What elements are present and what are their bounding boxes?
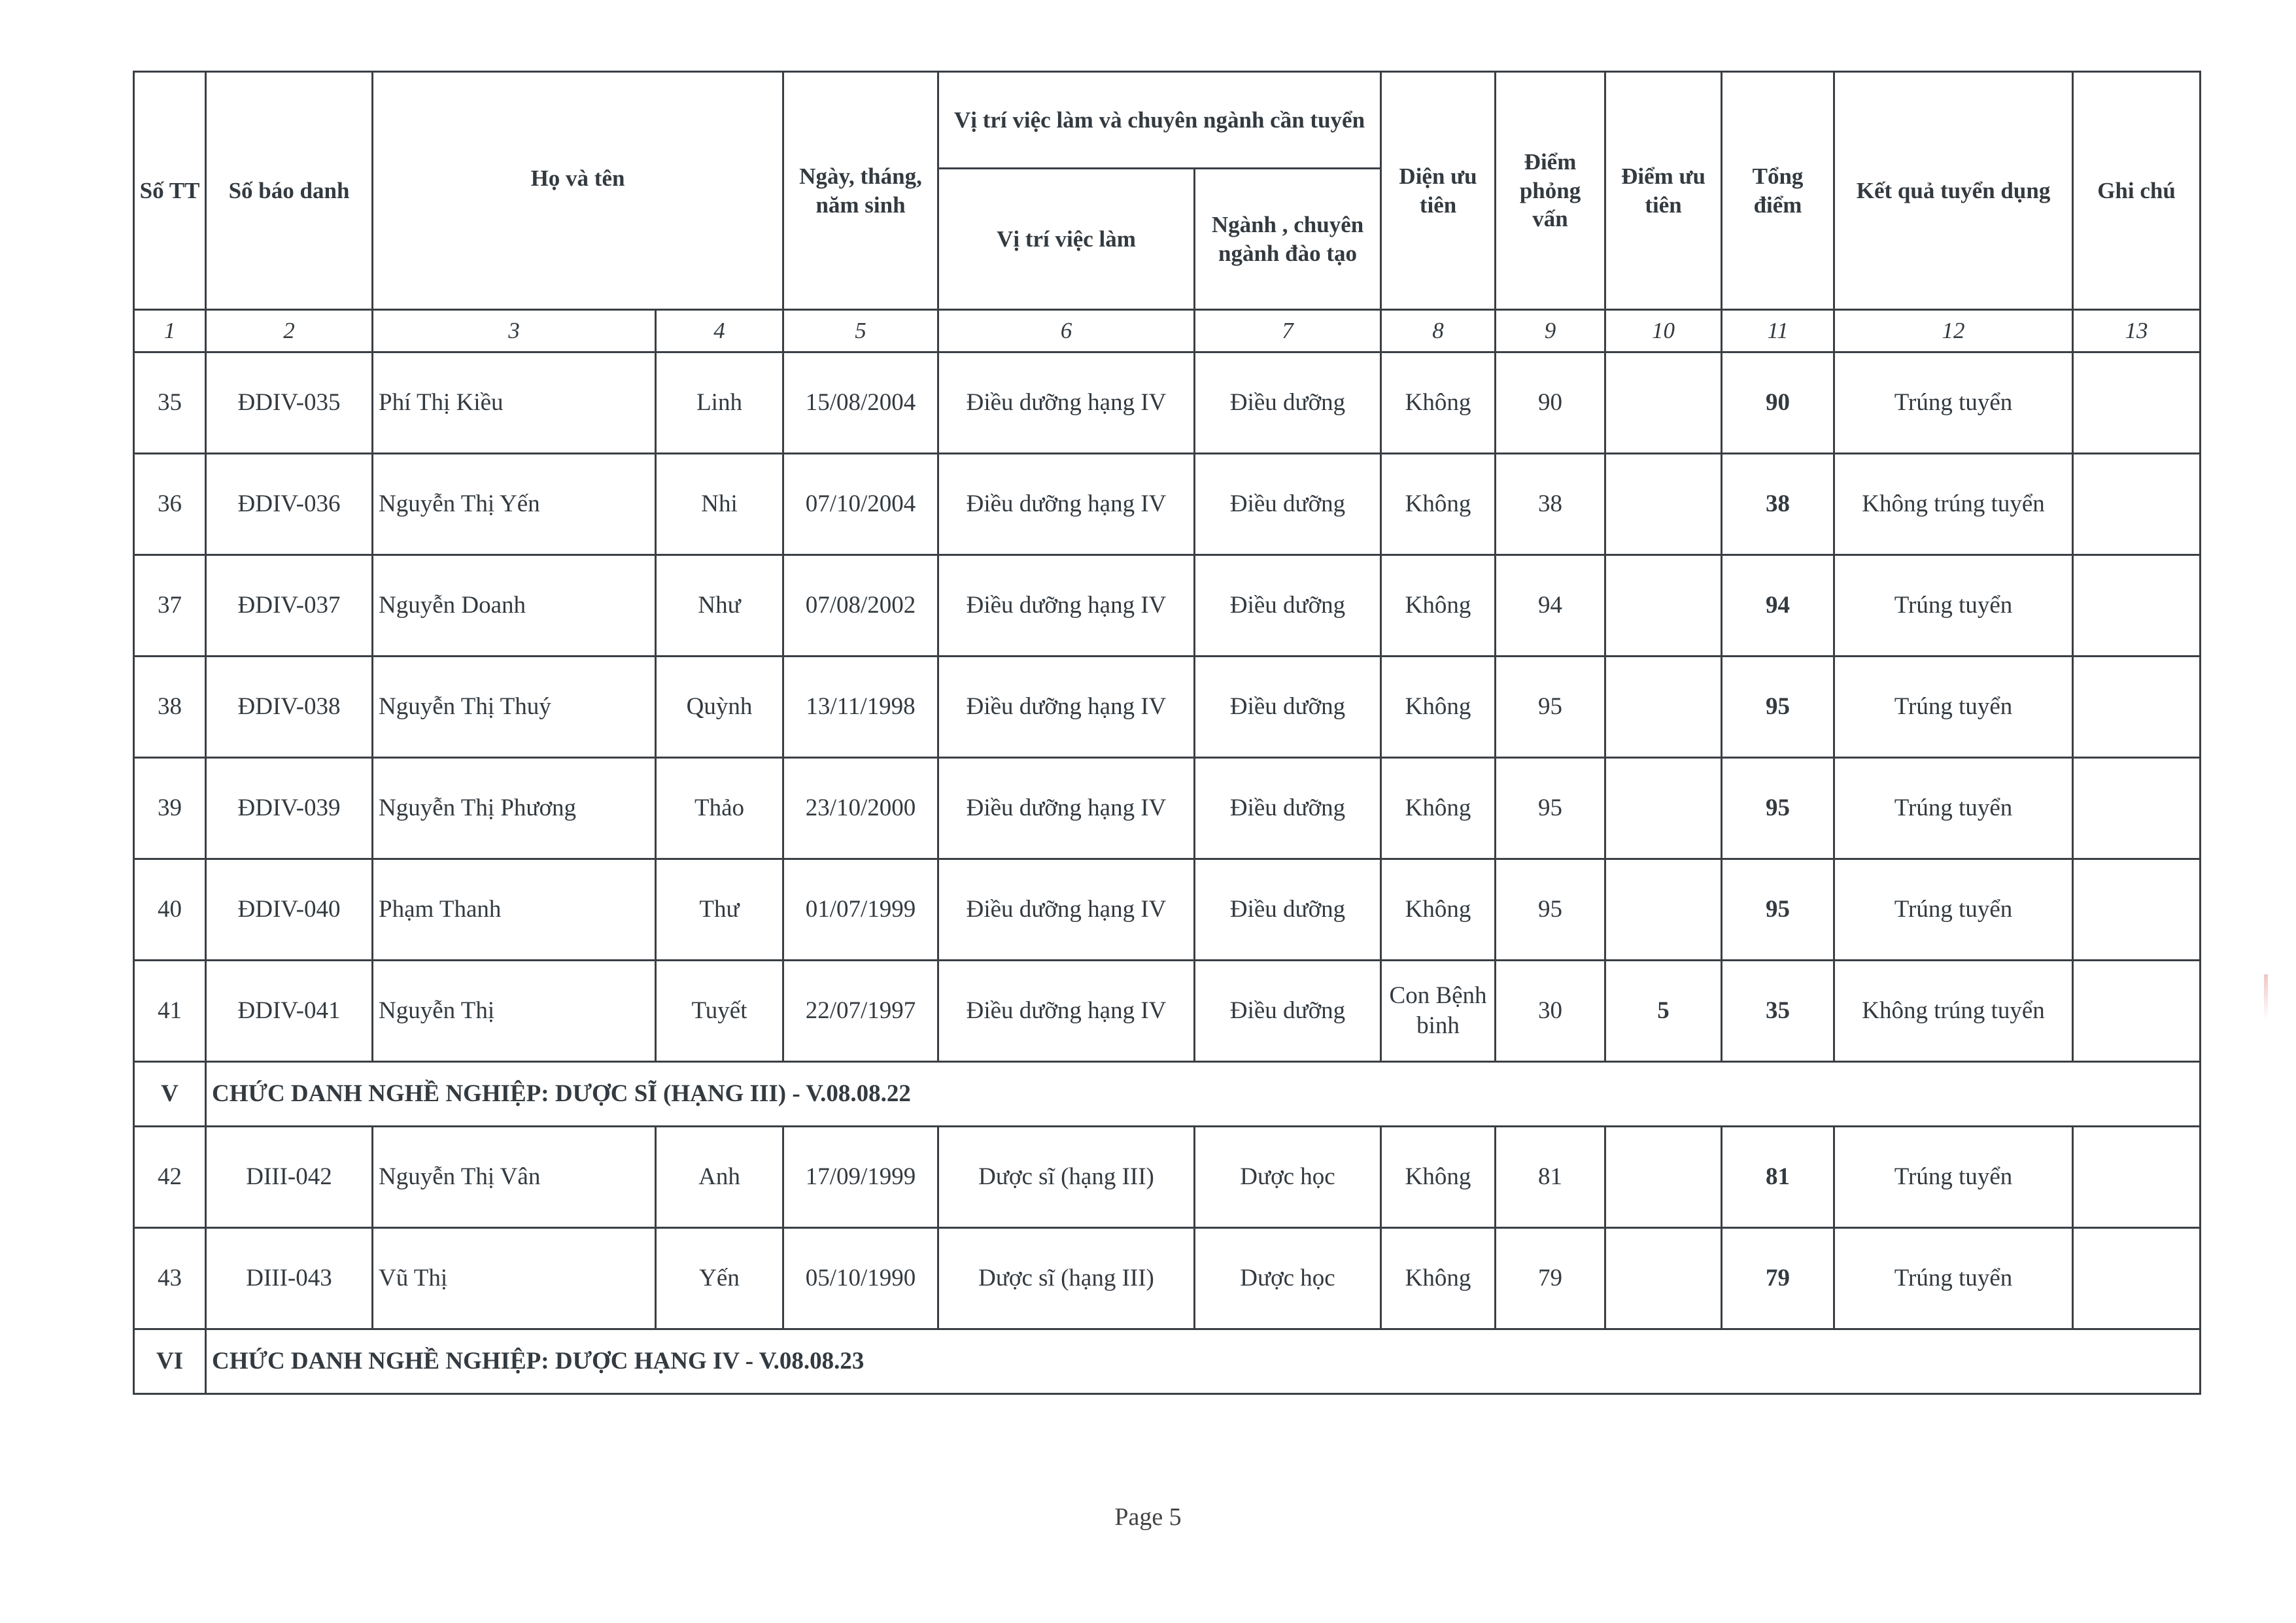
- cell-diem-uu-tien: [1605, 859, 1722, 961]
- cell-vi-tri: Điều dưỡng hạng IV: [938, 859, 1195, 961]
- cell-diem-phong-van: 79: [1496, 1228, 1605, 1329]
- cell-ghi-chu: [2073, 859, 2201, 961]
- cell-ngay-sinh: 07/08/2002: [783, 555, 938, 657]
- cell-tong-diem: 95: [1722, 657, 1834, 758]
- cell-dien-uu-tien: Không: [1381, 352, 1496, 454]
- cell-dien-uu-tien: Không: [1381, 859, 1496, 961]
- cell-diem-phong-van: 30: [1496, 961, 1605, 1062]
- col-number: 1: [134, 310, 206, 352]
- cell-diem-phong-van: 95: [1496, 758, 1605, 859]
- cell-ghi-chu: [2073, 454, 2201, 555]
- page-number: Page 5: [1114, 1503, 1182, 1531]
- col-number: 3: [373, 310, 656, 352]
- cell-ten: Linh: [656, 352, 783, 454]
- cell-vi-tri: Điều dưỡng hạng IV: [938, 555, 1195, 657]
- header-sbd: Số báo danh: [206, 72, 373, 310]
- header-ghi-chu: Ghi chú: [2073, 72, 2201, 310]
- cell-nganh: Dược học: [1195, 1228, 1381, 1329]
- results-table-sheet: [133, 71, 2199, 1395]
- cell-ket-qua: Không trúng tuyển: [1834, 454, 2073, 555]
- cell-sbd: ĐDIV-039: [206, 758, 373, 859]
- cell-ho-dem: Nguyễn Doanh: [373, 555, 656, 657]
- cell-tong-diem: 90: [1722, 352, 1834, 454]
- section-vi: [134, 1329, 2201, 1394]
- table-row: [134, 1228, 2201, 1329]
- cell-ten: Thư: [656, 859, 783, 961]
- cell-nganh: Điều dưỡng: [1195, 454, 1381, 555]
- col-number: 8: [1381, 310, 1496, 352]
- header-diem-uu-tien: Điểm ưu tiên: [1605, 72, 1722, 310]
- table-body-a: [134, 352, 2201, 1062]
- cell-ho-dem: Nguyễn Thị: [373, 961, 656, 1062]
- header-vi-tri: Vị trí việc làm: [938, 169, 1195, 310]
- col-number: 10: [1605, 310, 1722, 352]
- section-v: [134, 1062, 2201, 1127]
- cell-tong-diem: 79: [1722, 1228, 1834, 1329]
- cell-tong-diem: 35: [1722, 961, 1834, 1062]
- cell-ghi-chu: [2073, 758, 2201, 859]
- cell-diem-phong-van: 94: [1496, 555, 1605, 657]
- cell-vi-tri: Điều dưỡng hạng IV: [938, 758, 1195, 859]
- cell-sbd: DIII-043: [206, 1228, 373, 1329]
- cell-ngay-sinh: 01/07/1999: [783, 859, 938, 961]
- cell-ghi-chu: [2073, 657, 2201, 758]
- table-row: [134, 657, 2201, 758]
- cell-ghi-chu: [2073, 352, 2201, 454]
- cell-stt: 42: [134, 1127, 206, 1228]
- col-number: 7: [1195, 310, 1381, 352]
- cell-dien-uu-tien: Không: [1381, 657, 1496, 758]
- cell-diem-phong-van: 95: [1496, 657, 1605, 758]
- header-ho-ten: Họ và tên: [373, 72, 783, 310]
- cell-stt: 39: [134, 758, 206, 859]
- cell-ket-qua: Trúng tuyển: [1834, 352, 2073, 454]
- cell-stt: 36: [134, 454, 206, 555]
- section-roman: V: [134, 1062, 206, 1127]
- cell-diem-uu-tien: [1605, 1127, 1722, 1228]
- cell-stt: 43: [134, 1228, 206, 1329]
- table-row: [134, 758, 2201, 859]
- cell-ket-qua: Trúng tuyển: [1834, 758, 2073, 859]
- header-ket-qua: Kết quả tuyển dụng: [1834, 72, 2073, 310]
- cell-nganh: Điều dưỡng: [1195, 758, 1381, 859]
- cell-tong-diem: 95: [1722, 758, 1834, 859]
- header-stt: Số TT: [134, 72, 206, 310]
- cell-nganh: Điều dưỡng: [1195, 657, 1381, 758]
- recruitment-results-table: [133, 71, 2201, 1395]
- cell-tong-diem: 94: [1722, 555, 1834, 657]
- cell-ngay-sinh: 13/11/1998: [783, 657, 938, 758]
- cell-vi-tri: Dược sĩ (hạng III): [938, 1127, 1195, 1228]
- cell-nganh: Dược học: [1195, 1127, 1381, 1228]
- section-row: [134, 1062, 2201, 1127]
- cell-ngay-sinh: 05/10/1990: [783, 1228, 938, 1329]
- table-row: [134, 352, 2201, 454]
- cell-ket-qua: Không trúng tuyển: [1834, 961, 2073, 1062]
- cell-ket-qua: Trúng tuyển: [1834, 859, 2073, 961]
- cell-nganh: Điều dưỡng: [1195, 859, 1381, 961]
- header-vi-tri-group: Vị trí việc làm và chuyên ngành cần tuyển: [938, 72, 1381, 169]
- cell-ho-dem: Nguyễn Thị Thuý: [373, 657, 656, 758]
- cell-nganh: Điều dưỡng: [1195, 352, 1381, 454]
- cell-sbd: ĐDIV-035: [206, 352, 373, 454]
- cell-diem-uu-tien: [1605, 454, 1722, 555]
- cell-vi-tri: Điều dưỡng hạng IV: [938, 454, 1195, 555]
- header-tong-diem: Tổng điểm: [1722, 72, 1834, 310]
- cell-ket-qua: Trúng tuyển: [1834, 1228, 2073, 1329]
- table-header: [134, 72, 2201, 352]
- cell-ho-dem: Phí Thị Kiều: [373, 352, 656, 454]
- cell-ho-dem: Vũ Thị: [373, 1228, 656, 1329]
- cell-nganh: Điều dưỡng: [1195, 961, 1381, 1062]
- cell-stt: 35: [134, 352, 206, 454]
- col-number: 11: [1722, 310, 1834, 352]
- cell-ket-qua: Trúng tuyển: [1834, 657, 2073, 758]
- cell-ten: Tuyết: [656, 961, 783, 1062]
- cell-diem-phong-van: 95: [1496, 859, 1605, 961]
- col-number: 5: [783, 310, 938, 352]
- cell-ho-dem: Nguyễn Thị Yến: [373, 454, 656, 555]
- cell-ten: Yến: [656, 1228, 783, 1329]
- col-number: 9: [1496, 310, 1605, 352]
- cell-ghi-chu: [2073, 555, 2201, 657]
- cell-dien-uu-tien: Không: [1381, 1228, 1496, 1329]
- cell-tong-diem: 38: [1722, 454, 1834, 555]
- table-row: [134, 555, 2201, 657]
- cell-stt: 41: [134, 961, 206, 1062]
- cell-sbd: ĐDIV-038: [206, 657, 373, 758]
- cell-ten: Anh: [656, 1127, 783, 1228]
- cell-diem-phong-van: 81: [1496, 1127, 1605, 1228]
- col-number: 13: [2073, 310, 2201, 352]
- cell-ngay-sinh: 22/07/1997: [783, 961, 938, 1062]
- cell-ghi-chu: [2073, 1127, 2201, 1228]
- cell-stt: 40: [134, 859, 206, 961]
- header-ngay-sinh: Ngày, tháng, năm sinh: [783, 72, 938, 310]
- cell-ket-qua: Trúng tuyển: [1834, 1127, 2073, 1228]
- cell-ngay-sinh: 07/10/2004: [783, 454, 938, 555]
- header-diem-phong-van: Điểm phỏng vấn: [1496, 72, 1605, 310]
- table-row: [134, 859, 2201, 961]
- section-row: [134, 1329, 2201, 1394]
- header-nganh: Ngành , chuyên ngành đào tạo: [1195, 169, 1381, 310]
- cell-ten: Quỳnh: [656, 657, 783, 758]
- cell-diem-uu-tien: [1605, 657, 1722, 758]
- cell-sbd: ĐDIV-036: [206, 454, 373, 555]
- table-row: [134, 961, 2201, 1062]
- cell-vi-tri: Điều dưỡng hạng IV: [938, 657, 1195, 758]
- cell-ngay-sinh: 15/08/2004: [783, 352, 938, 454]
- cell-ten: Thảo: [656, 758, 783, 859]
- cell-ngay-sinh: 17/09/1999: [783, 1127, 938, 1228]
- cell-diem-uu-tien: [1605, 555, 1722, 657]
- cell-sbd: ĐDIV-040: [206, 859, 373, 961]
- cell-ket-qua: Trúng tuyển: [1834, 555, 2073, 657]
- cell-vi-tri: Điều dưỡng hạng IV: [938, 961, 1195, 1062]
- section-title: CHỨC DANH NGHỀ NGHIỆP: DƯỢC HẠNG IV - V.08.08.23: [206, 1329, 2201, 1394]
- edge-mark: [2264, 974, 2268, 1020]
- cell-ghi-chu: [2073, 1228, 2201, 1329]
- cell-nganh: Điều dưỡng: [1195, 555, 1381, 657]
- col-number: 2: [206, 310, 373, 352]
- table-body-b: [134, 1127, 2201, 1329]
- cell-sbd: ĐDIV-041: [206, 961, 373, 1062]
- cell-diem-uu-tien: [1605, 758, 1722, 859]
- cell-ngay-sinh: 23/10/2000: [783, 758, 938, 859]
- cell-ghi-chu: [2073, 961, 2201, 1062]
- column-number-row: [134, 310, 2201, 352]
- col-number: 4: [656, 310, 783, 352]
- cell-vi-tri: Điều dưỡng hạng IV: [938, 352, 1195, 454]
- cell-sbd: ĐDIV-037: [206, 555, 373, 657]
- col-number: 6: [938, 310, 1195, 352]
- header-dien-uu-tien: Diện ưu tiên: [1381, 72, 1496, 310]
- cell-stt: 38: [134, 657, 206, 758]
- table-row: [134, 454, 2201, 555]
- col-number: 12: [1834, 310, 2073, 352]
- cell-diem-uu-tien: 5: [1605, 961, 1722, 1062]
- cell-ho-dem: Nguyễn Thị Vân: [373, 1127, 656, 1228]
- cell-dien-uu-tien: Không: [1381, 1127, 1496, 1228]
- cell-ten: Như: [656, 555, 783, 657]
- cell-dien-uu-tien: Không: [1381, 758, 1496, 859]
- section-title: CHỨC DANH NGHỀ NGHIỆP: DƯỢC SĨ (HẠNG III) - V.08.08.22: [206, 1062, 2201, 1127]
- cell-dien-uu-tien: Không: [1381, 454, 1496, 555]
- cell-diem-uu-tien: [1605, 352, 1722, 454]
- cell-diem-phong-van: 90: [1496, 352, 1605, 454]
- cell-tong-diem: 95: [1722, 859, 1834, 961]
- cell-ho-dem: Nguyễn Thị Phương: [373, 758, 656, 859]
- cell-diem-phong-van: 38: [1496, 454, 1605, 555]
- section-roman: VI: [134, 1329, 206, 1394]
- cell-vi-tri: Dược sĩ (hạng III): [938, 1228, 1195, 1329]
- cell-ten: Nhi: [656, 454, 783, 555]
- cell-sbd: DIII-042: [206, 1127, 373, 1228]
- table-row: [134, 1127, 2201, 1228]
- cell-dien-uu-tien: Không: [1381, 555, 1496, 657]
- cell-dien-uu-tien: Con Bệnh binh: [1381, 961, 1496, 1062]
- cell-stt: 37: [134, 555, 206, 657]
- cell-diem-uu-tien: [1605, 1228, 1722, 1329]
- cell-tong-diem: 81: [1722, 1127, 1834, 1228]
- cell-ho-dem: Phạm Thanh: [373, 859, 656, 961]
